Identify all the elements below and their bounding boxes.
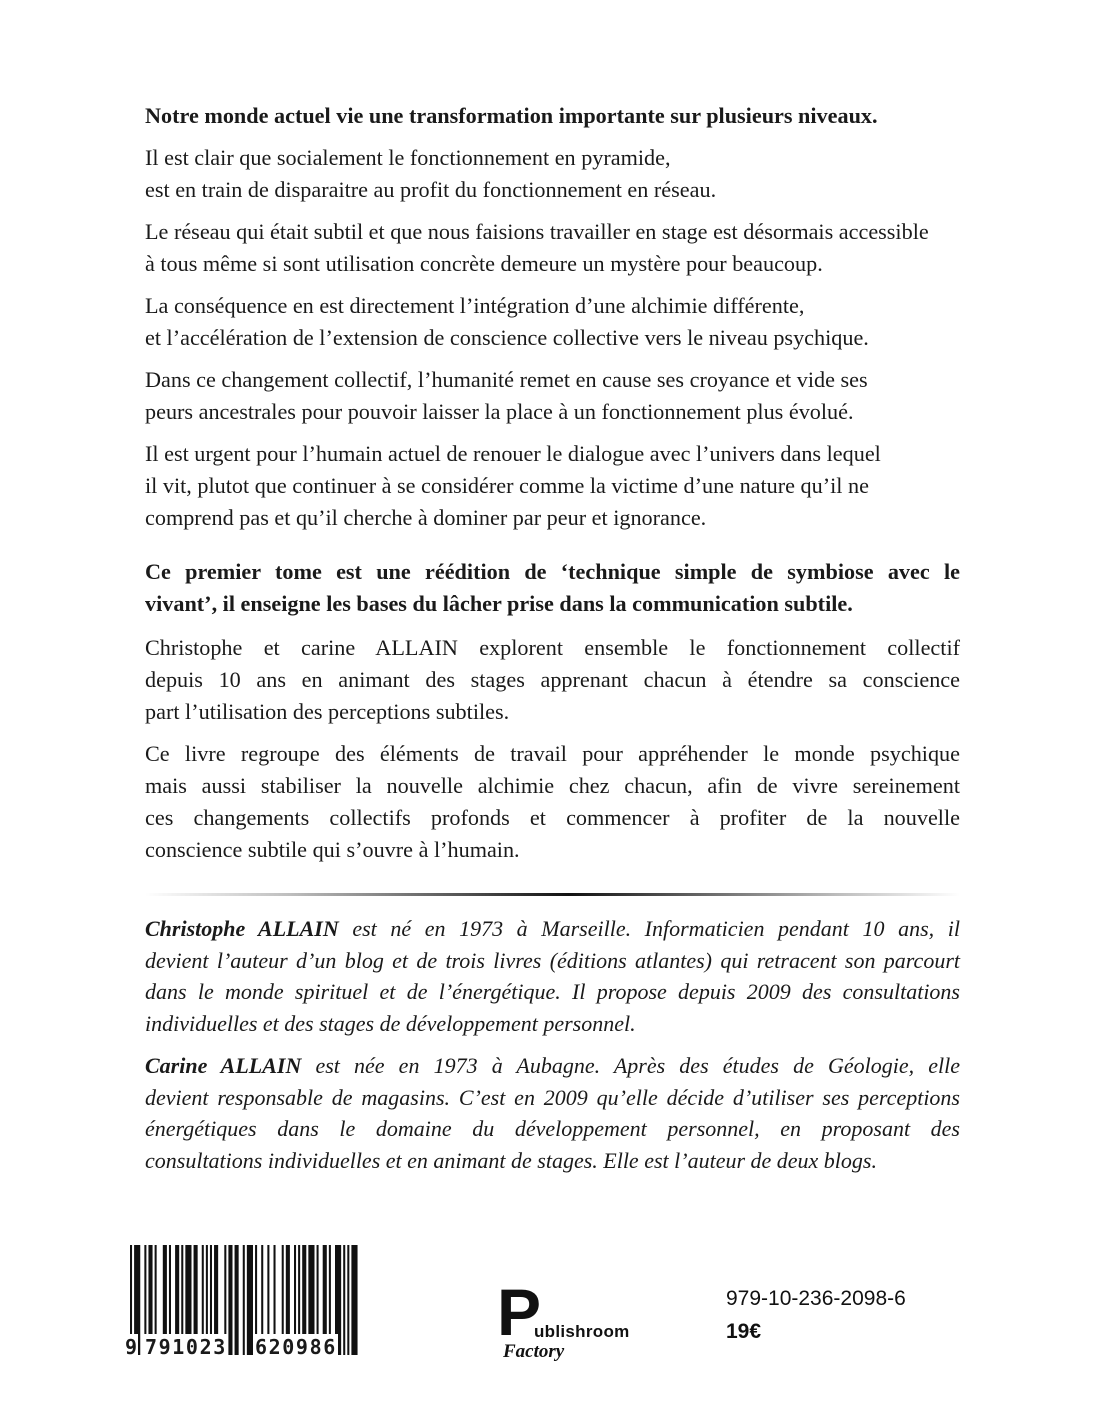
logo-letter: P <box>497 1275 542 1349</box>
author-name: Carine ALLAIN <box>145 1053 302 1078</box>
author-name: Christophe ALLAIN <box>145 916 339 941</box>
paragraph-livre: Ce livre regroupe des éléments de travail pour appréhender le monde psychique mais aussi stabiliser la nouvelle alchimie chez chacun, afin de vivre sereinement ces changements collectifs profonds et commencer à profiter de la nouvelle conscience subtile qui s’ouvre à l’humain. <box>145 741 960 862</box>
intro-heading: Notre monde actuel vie une transformation importante sur plusieurs niveaux. <box>145 103 878 128</box>
author-bios <box>145 913 960 1187</box>
price: 19€ <box>726 1320 762 1343</box>
tome-heading: Ce premier tome est une réédition de ‘technique simple de symbiose avec le vivant’, il enseigne les bases du lâcher prise dans la communication subtile. <box>145 559 960 616</box>
paragraph-auteurs: Christophe et carine ALLAIN explorent ensemble le fonctionnement collectif depuis 10 ans en animant des stages apprenant chacun à étendre sa conscience part l’utilisation des perceptions subtiles. <box>145 635 960 724</box>
isbn-number: 979-10-236-2098-6 <box>726 1287 906 1310</box>
publisher-logo <box>497 1275 647 1380</box>
paragraph-changement: Dans ce changement collectif, l’humanité remet en cause ses croyance et vide ses peurs ancestrales pour pouvoir laisser la place à un fonctionnement plus évolué. <box>145 367 868 424</box>
paragraph-urgent: Il est urgent pour l’humain actuel de renouer le dialogue avec l’univers dans lequel il vit, plutot que continuer à se considérer comme la victime d’une nature qu’il ne comprend pas et qu’il cherche à dominer par peur et ignorance. <box>145 441 881 530</box>
paragraph-reseau: Le réseau qui était subtil et que nous faisions travailler en stage est désormais accessible à tous même si sont utilisation concrète demeure un mystère pour beaucoup. <box>145 219 929 276</box>
paragraph-pyramide: Il est clair que socialement le fonctionnement en pyramide, est en train de disparaitre au profit du fonctionnement en réseau. <box>145 145 717 202</box>
logo-text-top: ublishroom <box>534 1322 630 1341</box>
divider-line <box>145 893 960 896</box>
bio-christophe: Christophe ALLAIN est né en 1973 à Marseille. Informaticien pendant 10 ans, il devient l’auteur d’un blog et de trois livres (éditions atlantes) qui retracent son parcourt dans le monde spirituel et de l’énergétique. Il propose depuis 2009 des consultations individuelles et des stages de développement personnel. <box>145 916 960 1036</box>
barcode-digits: 9 791023 620986 <box>125 1335 337 1359</box>
paragraph-consequence: La conséquence en est directement l’intégration d’une alchimie différente, et l’accélération de l’extension de conscience collective vers le niveau psychique. <box>145 293 869 350</box>
bio-carine: Carine ALLAIN est née en 1973 à Aubagne. Après des études de Géologie, elle devient responsable de magasins. C’est en 2009 qu’elle décide d’utiliser ses perceptions énergétiques dans le domaine du développement personnel, en proposant des consultations individuelles et en animant de stages. Elle est l’auteur de deux blogs. <box>145 1053 960 1173</box>
logo-text-bottom: Factory <box>503 1341 565 1362</box>
back-cover-text <box>145 100 960 876</box>
